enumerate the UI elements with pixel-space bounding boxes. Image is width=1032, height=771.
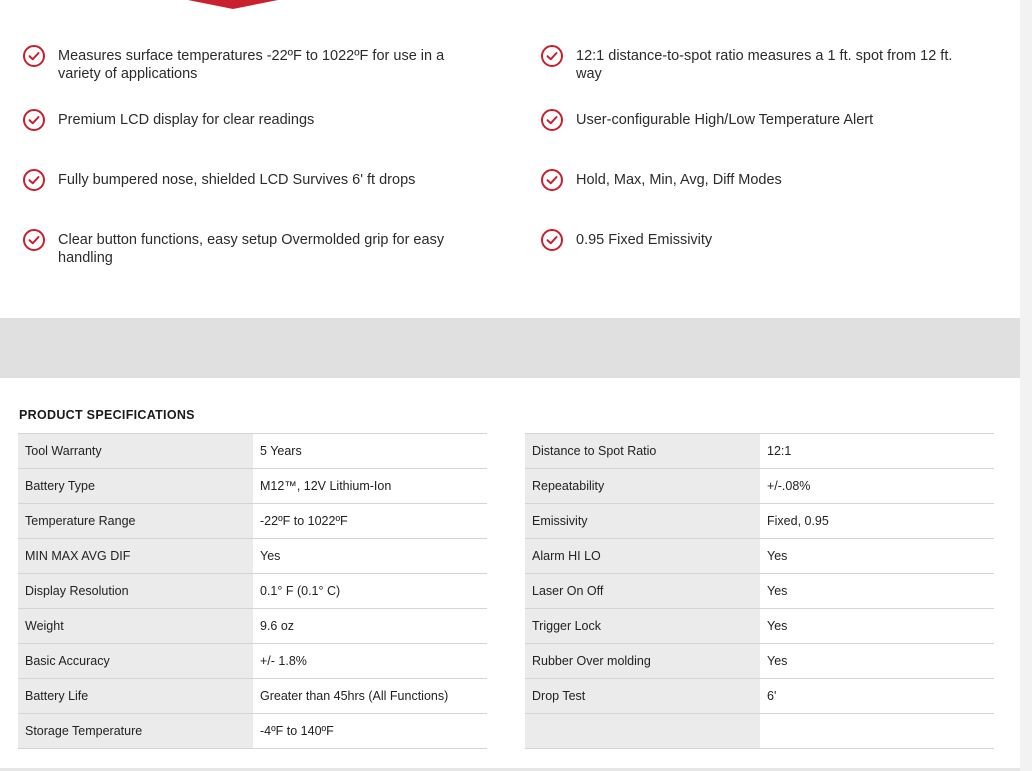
spec-label: Battery Type (18, 469, 253, 504)
table-row (18, 679, 487, 714)
specs-table-left (18, 433, 487, 749)
check-circle-icon (540, 228, 564, 252)
table-row (525, 434, 994, 469)
check-circle-icon (540, 44, 564, 68)
page-scroll-edge (1020, 0, 1032, 771)
feature-text: Measures surface temperatures -22ºF to 1022ºF for use in a variety of applications (58, 48, 445, 82)
feature-item (540, 47, 980, 83)
feature-text: 0.95 Fixed Emissivity (576, 232, 713, 248)
check-circle-icon (22, 44, 46, 68)
feature-item (22, 111, 462, 132)
table-row (18, 644, 487, 679)
table-row (525, 574, 994, 609)
check-circle-icon (22, 168, 46, 192)
feature-item (22, 231, 462, 267)
table-row (18, 434, 487, 469)
feature-text: 12:1 distance-to-spot ratio measures a 1 ft. spot from 12 ft. way (576, 48, 953, 82)
feature-text: Hold, Max, Min, Avg, Diff Modes (576, 172, 782, 188)
specs-heading: PRODUCT SPECIFICATIONS (19, 408, 195, 422)
spec-label: Alarm HI LO (525, 539, 760, 574)
table-row (18, 539, 487, 574)
feature-item (22, 47, 462, 83)
spec-value: Greater than 45hrs (All Functions) (253, 679, 487, 714)
check-circle-icon (22, 108, 46, 132)
spec-label: Trigger Lock (525, 609, 760, 644)
spec-label: Drop Test (525, 679, 760, 714)
table-row (525, 714, 994, 749)
feature-text: User-configurable High/Low Temperature Alert (576, 112, 874, 128)
specs-table-right (525, 433, 994, 749)
spec-value: -4ºF to 140ºF (253, 714, 487, 749)
feature-text: Premium LCD display for clear readings (58, 112, 315, 128)
spec-label: Weight (18, 609, 253, 644)
section-divider-band (0, 318, 1020, 378)
spec-value: M12™, 12V Lithium-Ion (253, 469, 487, 504)
feature-item (540, 111, 980, 132)
spec-value: 12:1 (760, 434, 994, 469)
spec-label: Distance to Spot Ratio (525, 434, 760, 469)
spec-label: Repeatability (525, 469, 760, 504)
spec-value: -22ºF to 1022ºF (253, 504, 487, 539)
spec-value: Yes (253, 539, 487, 574)
spec-value: +/-.08% (760, 469, 994, 504)
spec-value: 9.6 oz (253, 609, 487, 644)
spec-value: Yes (760, 574, 994, 609)
spec-label: MIN MAX AVG DIF (18, 539, 253, 574)
table-row (18, 714, 487, 749)
table-row (18, 504, 487, 539)
spec-label: Temperature Range (18, 504, 253, 539)
spec-label: Emissivity (525, 504, 760, 539)
feature-item (540, 171, 980, 192)
table-row (18, 469, 487, 504)
feature-text: Clear button functions, easy setup Overmolded grip for easy handling (58, 232, 445, 266)
spec-value: Yes (760, 609, 994, 644)
table-row (525, 609, 994, 644)
spec-label (525, 714, 760, 749)
spec-label: Battery Life (18, 679, 253, 714)
spec-label: Storage Temperature (18, 714, 253, 749)
table-row (525, 539, 994, 574)
spec-label: Rubber Over molding (525, 644, 760, 679)
table-row (525, 469, 994, 504)
spec-label: Laser On Off (525, 574, 760, 609)
table-row (525, 644, 994, 679)
spec-label: Tool Warranty (18, 434, 253, 469)
spec-value (760, 714, 994, 749)
spec-value: 0.1° F (0.1° C) (253, 574, 487, 609)
check-circle-icon (22, 228, 46, 252)
spec-value: 5 Years (253, 434, 487, 469)
spec-label: Display Resolution (18, 574, 253, 609)
spec-value: Yes (760, 539, 994, 574)
table-row (18, 574, 487, 609)
table-row (525, 504, 994, 539)
spec-value: 6' (760, 679, 994, 714)
feature-item (22, 171, 462, 192)
feature-text: Fully bumpered nose, shielded LCD Survives 6' ft drops (58, 172, 416, 188)
section-pointer (183, 0, 283, 9)
check-circle-icon (540, 168, 564, 192)
spec-label: Basic Accuracy (18, 644, 253, 679)
feature-item (540, 231, 980, 252)
table-row (18, 609, 487, 644)
spec-value: +/- 1.8% (253, 644, 487, 679)
spec-value: Yes (760, 644, 994, 679)
check-circle-icon (540, 108, 564, 132)
spec-value: Fixed, 0.95 (760, 504, 994, 539)
table-row (525, 679, 994, 714)
